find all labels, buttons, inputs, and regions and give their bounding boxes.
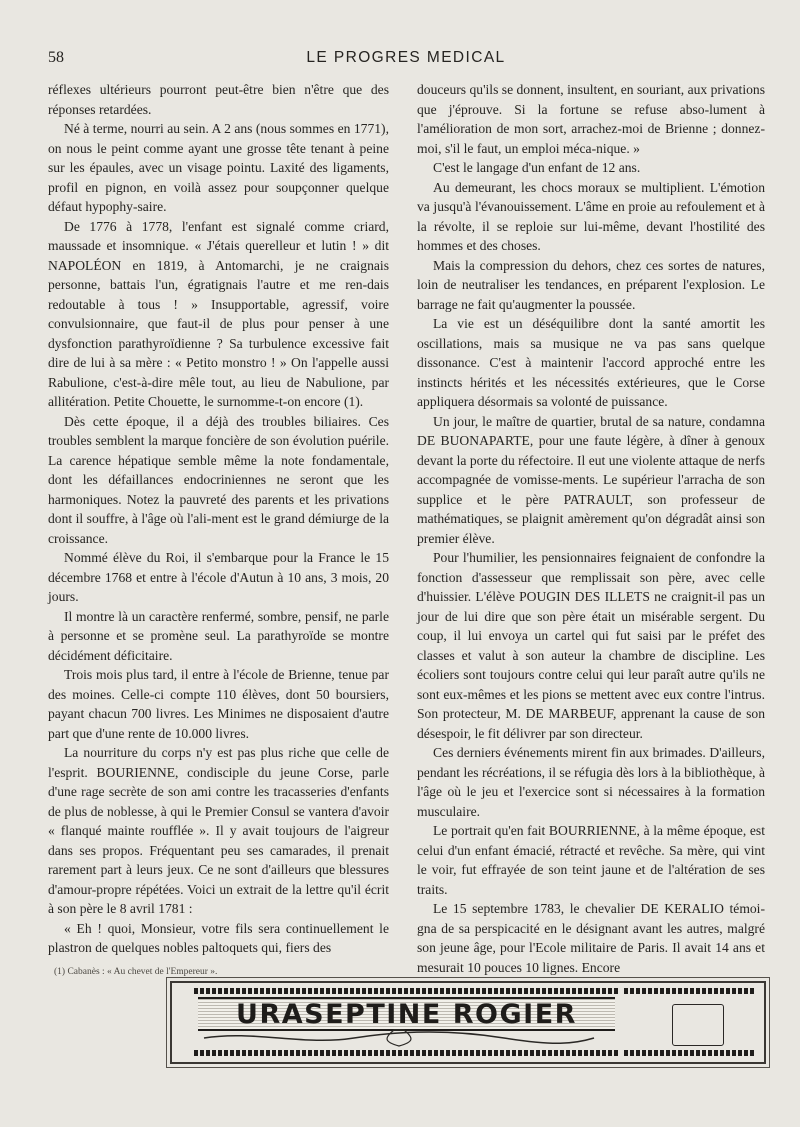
left-column (48, 80, 389, 978)
paragraph: Trois mois plus tard, il entre à l'école de Brienne, tenue par des moines. Celle-ci compte 110 élèves, dont 50 boursiers, payant chacun 700 livres. Les Minimes ne disposaient d'autre part que d'une rente de 10.000 livres. (48, 667, 389, 741)
product-box-icon (672, 1004, 724, 1046)
page-header (48, 49, 764, 73)
ad-banner (194, 988, 619, 1056)
ad-product-panel (624, 988, 754, 1056)
paragraph: Pour l'humilier, les pensionnaires feignaient de confondre la fonction d'assesseur que remplissait son père, avec celle d'huissier. L'élève POUGIN DES ILLETS ne craignit-il pas un jour de lui dire que son père était un misérable sergent. Du coup, il lui envoya un cartel qui fut saisi par le préfet des classes et valut à son auteur la chambre de discipline. Les écoliers sont toujours contre celui qui leur paraît autre qu'ils ne sont eux-mêmes et les pions se mettent avec eux contre l'intrus. Son protecteur, M. DE MARBEUF, apprenant la cause de son désespoir, le fit délivrer par son directeur. (417, 550, 765, 741)
paragraph: Dès cette époque, il a déjà des troubles biliaires. Ces troubles semblent la marque foncière de son évolution puérile. La carence hépatique semble même la note fondamentale, dont les défaillances endocriniennes ne seront que les harmoniques. Notez la pauvreté des parents et les privations dont il souffre, à l'âge où l'ali-ment est le grand démiurge de la croissance. (48, 413, 389, 546)
ad-dash-border (624, 988, 754, 994)
ad-dash-border (194, 1050, 619, 1056)
paragraph: Un jour, le maître de quartier, brutal de sa nature, condamna DE BUONAPARTE, pour une faute légère, à dîner à genoux devant la porte du réfectoire. Il eut une violente attaque de nerfs accompagnée de vomisse-ments. Le supérieur l'arracha de son supplice et le père PATRAULT, son professeur de mathématiques, se plaignit amèrement qu'on dégradât ainsi son premier élève. (417, 413, 765, 546)
paragraph: De 1776 à 1778, l'enfant est signalé comme criard, maussade et insomnique. « J'étais querelleur et lutin ! » dit NAPOLÉON en 1819, à Antomarchi, je ne craignais personne, battais l'un, égratignais l'autre et me ren-dais redoutable à tous ! » Insupportable, agressif, voire convulsionnaire, que faut-il de plus pour penser à une dysfonction parathyroïdienne ? Sa turbulence excessive fait dire de lui à sa mère : « Petito monstro ! » On l'appelle aussi Rabulione, c'est-à-dire mêle tout, au lieu de Nabulione, par allitération. Petite Chouette, le surnomme-t-on encore (1). (48, 218, 389, 409)
paragraph: Nommé élève du Roi, il s'embarque pour la France le 15 décembre 1768 et entre à l'école d'Autun à 10 ans, 3 mois, 20 jours. (48, 550, 389, 604)
paragraph: réflexes ultérieurs pourront peut-être bien n'être que des réponses retardées. (48, 82, 389, 117)
right-column (417, 80, 765, 977)
paragraph: Né à terme, nourri au sein. A 2 ans (nous sommes en 1771), on nous le peint comme ayant une grosse tête tenant à peine sur les épaules, avec un visage pointu. Laxité des ligaments, profil en pignon, en voilà assez pour soupçonner quelque défaut hypophy-saire. (48, 121, 389, 214)
paragraph: C'est le langage d'un enfant de 12 ans. (433, 160, 641, 175)
ad-dash-border (624, 1050, 754, 1056)
ad-title: URASEPTINE ROGIER (198, 997, 615, 1031)
paragraph: Mais la compression du dehors, chez ces sortes de natures, loin de neutraliser les tendances, en préparent l'explosion. Le barrage ne fait qu'augmenter la poussée. (417, 257, 765, 312)
ad-dash-border (194, 988, 619, 994)
paragraph: Il montre là un caractère renfermé, sombre, pensif, ne parle à personne et se promène seul. La parathyroïde se montre décidément déficitaire. (48, 608, 389, 663)
paragraph: douceurs qu'ils se donnent, insultent, en souriant, aux privations que j'éprouve. Si la fortune se refuse abso-lument à l'amélioration de mon sort, arrachez-moi de Brienne ; donnez-moi, s'il le faut, un emploi méca-nique. » (417, 82, 765, 156)
page-number: 58 (48, 49, 64, 66)
paragraph: Ces derniers événements mirent fin aux brimades. D'ailleurs, pendant les récréations, il se réfugia dès lors à la bibliothèque, à l'âge où le jeu et l'exercice sont si nécessaires à la formation musculaire. (417, 745, 765, 819)
paragraph: « Eh ! quoi, Monsieur, votre fils sera continuellement le plastron de quelques nobles paltoquets qui, fiers des (48, 920, 389, 955)
footnote: (1) Cabanès : « Au chevet de l'Empereur ». (54, 966, 218, 977)
ad-ornament-icon (194, 1028, 604, 1048)
advertisement (170, 981, 766, 1064)
running-title: LE PROGRES MEDICAL (306, 49, 506, 66)
paragraph: Au demeurant, les chocs moraux se multiplient. L'émotion va jusqu'à l'évanouissement. L'âme en proie au refoulement et à la révolte, il se reploie sur lui-même, devant l'hostilité des hommes et des choses. (417, 179, 765, 253)
paragraph: Le 15 septembre 1783, le chevalier DE KERALIO témoi-gna de sa perspicacité en le désignant avant les autres, malgré son jeune âge, pour l'Ecole militaire de Paris. Il avait 14 ans et mesurait 10 pouces 10 lignes. Encore (417, 901, 765, 975)
paragraph: La vie est un déséquilibre dont la santé amortit les oscillations, mais sa musique ne va pas sans quelque dissonance. C'est à maintenir l'accord approché entre les instincts hérités et les nécessités extérieures, que le Corse appliquera désormais sa volonté de puissance. (417, 316, 765, 409)
paragraph: La nourriture du corps n'y est pas plus riche que celle de l'esprit. BOURIENNE, condisciple du jeune Corse, parle d'une rage secrète de son ami contre les tracasseries d'enfants de plus de noblesse, à qui le Premier Consul se vantera d'avoir « flanqué mainte roufflée ». Il y avait toujours de l'aigreur dans ses propos. Fréquentant peu ses camarades, il prenait rarement part à leurs jeux. Ce ne sont d'ailleurs que blessures d'amour-propre répétées. Voici un extrait de la lettre qu'il écrit à son père le 8 avril 1781 : (48, 745, 389, 916)
paragraph: Le portrait qu'en fait BOURRIENNE, à la même époque, est celui d'un enfant émacié, rétracté et revêche. Sa mère, qui vint le voir, fut effrayée de son teint jaune et de l'altération de ses traits. (417, 823, 765, 897)
